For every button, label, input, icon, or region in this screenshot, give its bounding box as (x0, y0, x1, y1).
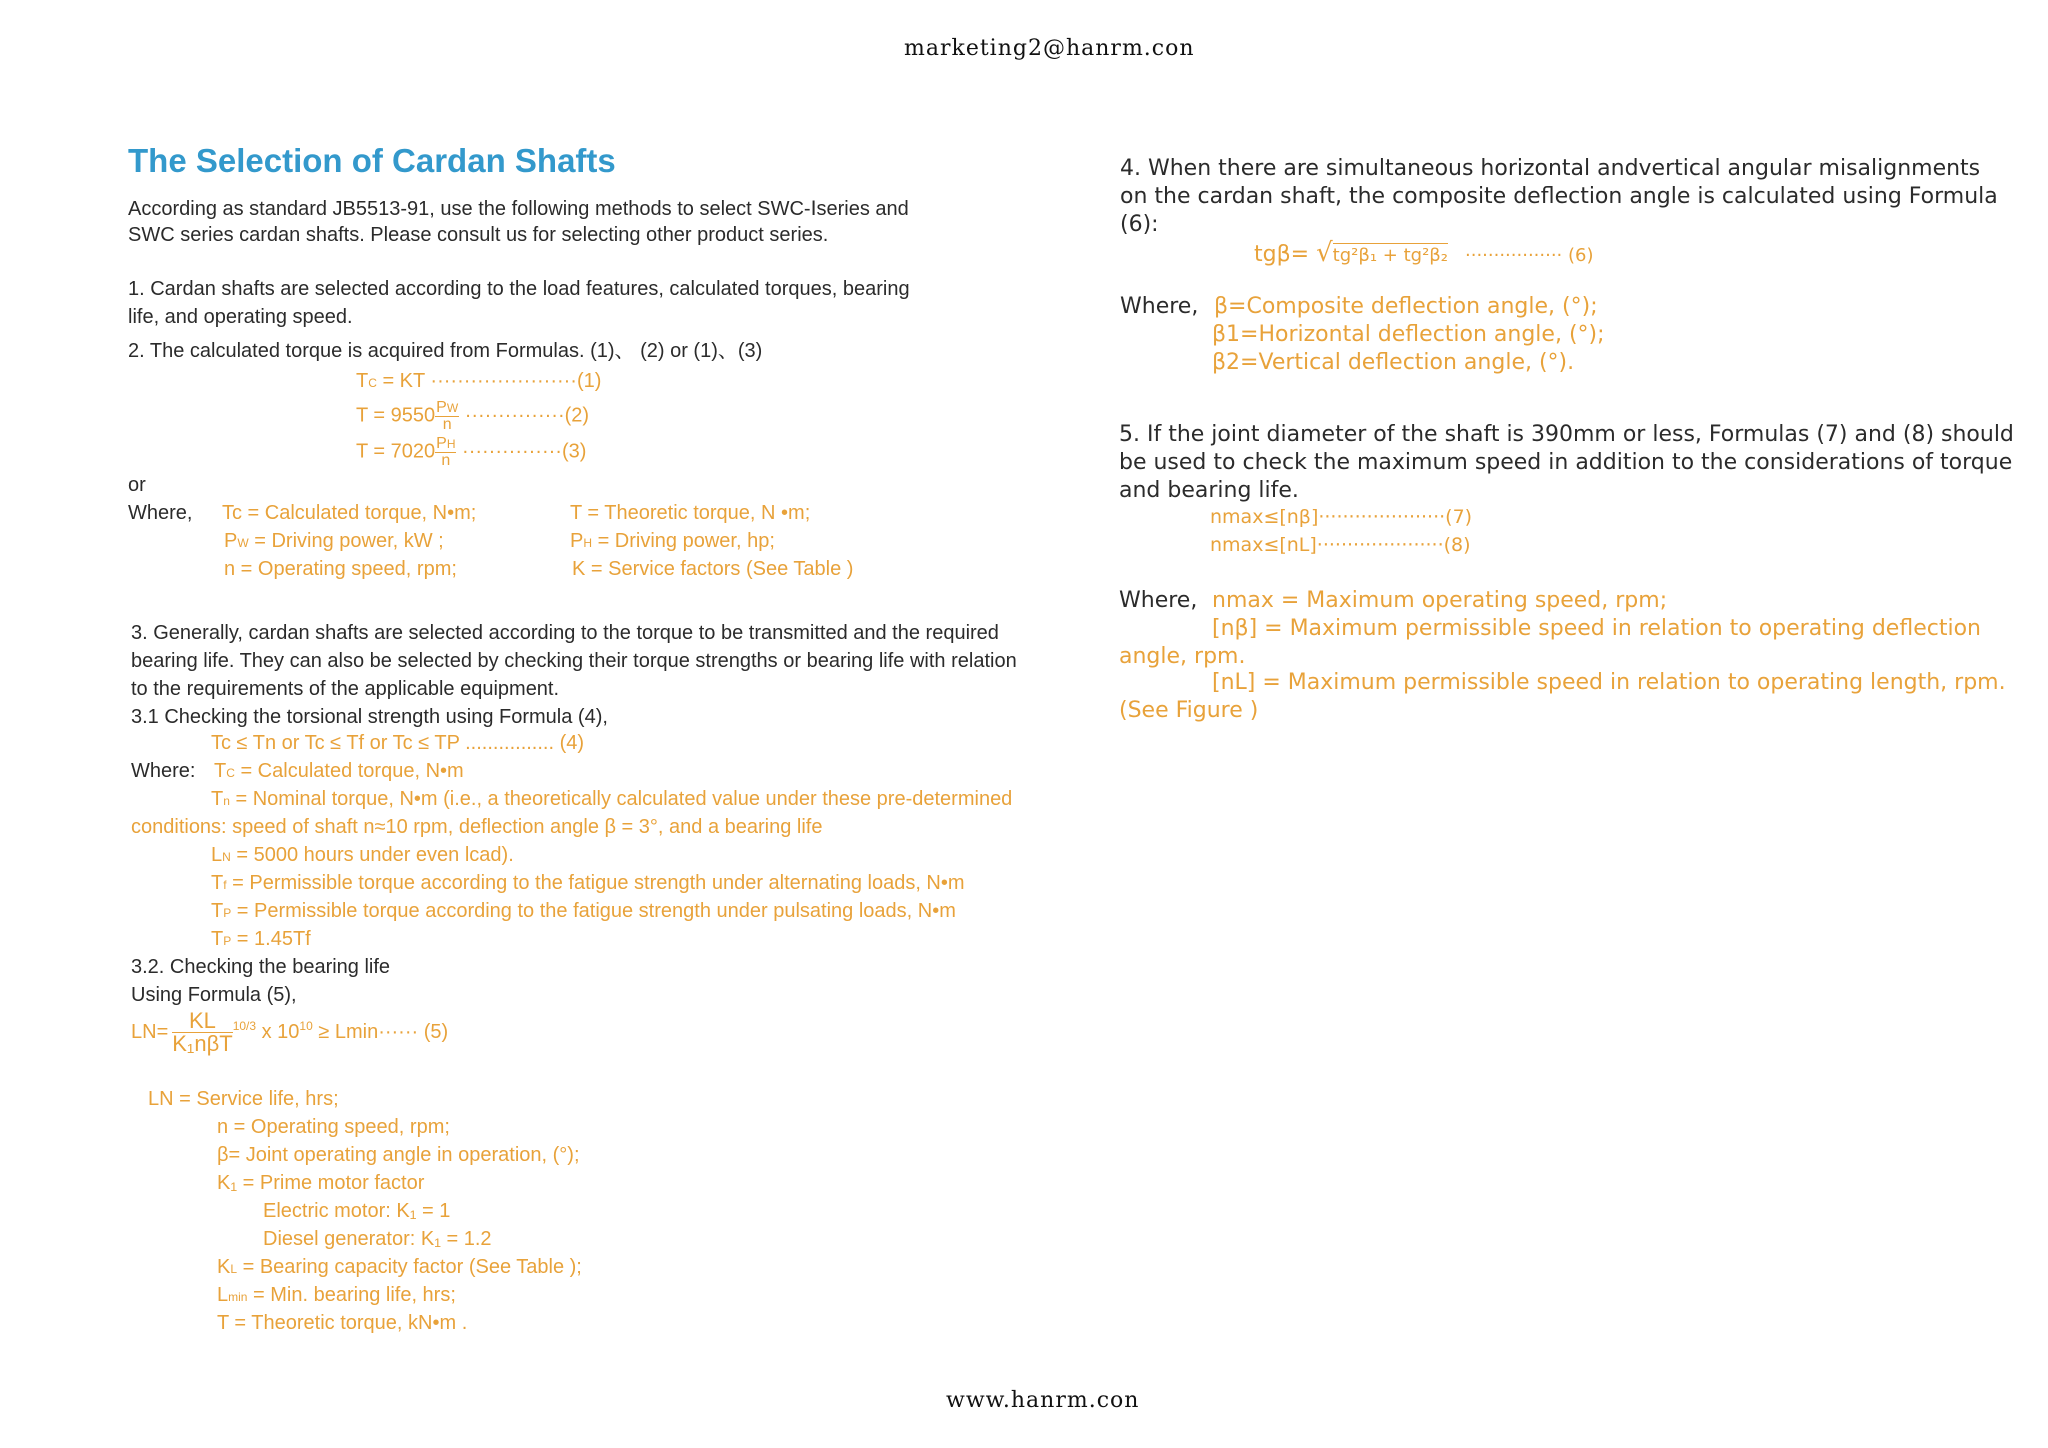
def-tn-cont: conditions: speed of shaft n≈10 rpm, deflection angle β = 3°, and a bearing life (131, 816, 823, 838)
intro-line-1: According as standard JB5513-91, use the following methods to select SWC-Ⅰseries and (128, 198, 909, 220)
para-4-line-3: (6): (1120, 212, 1159, 237)
where-label-right-2: Where, (1119, 588, 1198, 613)
formula-5: LN= $\frac{KL}{\text{K₁nβT}}$ $^{10/3}$ x $10^{10} \ge Lmin\cdot\cdot\cdot\cdot\cdot\cdot (5)$ (131, 1008, 449, 1056)
def-tp2: TP = 1.45Tf (211, 928, 311, 950)
def-k1: K₁ = Prime motor factor (217, 1172, 425, 1194)
para-3-line-1: 3. Generally, cardan shafts are selected according to the torque to be transmitted and the required (131, 622, 999, 644)
para-3-1: 3.1 Checking the torsional strength using Formula (4), (131, 706, 608, 728)
def-electric-motor: Electric motor: K₁ = 1 (263, 1200, 451, 1222)
def-tn: Tn = Nominal torque, N•m (i.e., a theoretically calculated value under these pre-determined (211, 788, 1013, 810)
header-email: marketing2@hanrm.con (904, 36, 1195, 61)
def-t2: T = Theoretic torque, kN•m . (217, 1312, 468, 1334)
para-3-line-2: bearing life. They can also be selected by checking their torque strengths or bearing life with relation (131, 650, 1017, 672)
para-2: 2. The calculated torque is acquired from Formulas. (1)、 (2) or (1)、(3) (128, 340, 763, 362)
def-beta-1: β1=Horizontal deflection angle, (°); (1212, 322, 1605, 347)
or-label: or (128, 474, 146, 496)
def-tp: TP = Permissible torque according to the fatigue strength under pulsating loads, N•m (211, 900, 956, 922)
intro-line-2: SWC series cardan shafts. Please consult us for selecting other product series. (128, 224, 829, 246)
where-label: Where, (128, 502, 193, 524)
para-5-line-1: 5. If the joint diameter of the shaft is 390mm or less, Formulas (7) and (8) should (1119, 422, 2014, 447)
para-1-line-2: life, and operating speed. (128, 306, 353, 328)
def-t: T = Theoretic torque, N •m; (570, 502, 811, 524)
para-3-2-b: Using Formula (5), (131, 984, 297, 1006)
def-n-beta-2: angle, rpm. (1119, 644, 1246, 669)
where-label-2: Where: (131, 760, 196, 782)
footer-website: www.hanrm.con (946, 1388, 1140, 1413)
def-n: n = Operating speed, rpm; (224, 558, 457, 580)
para-4-line-2: on the cardan shaft, the composite deflection angle is calculated using Formula (1120, 184, 1998, 209)
para-5-line-3: and bearing life. (1119, 478, 1299, 503)
def-n2: n = Operating speed, rpm; (217, 1116, 450, 1138)
formula-2: T = 9550 $\frac{PW}{n}$ ···············(2) (356, 399, 590, 433)
def-lmin: Lmin = Min. bearing life, hrs; (217, 1284, 456, 1306)
def-tc2: TC = Calculated torque, N•m (214, 760, 464, 782)
formula-7: nmax≤[nβ]·····················(7) (1210, 506, 1473, 528)
def-LN: LN = Service life, hrs; (148, 1088, 339, 1110)
def-k: K = Service factors (See Table ) (572, 558, 854, 580)
def-beta: β= Joint operating angle in operation, (°); (217, 1144, 580, 1166)
formula-1: TC = KT ······················(1) (356, 370, 602, 392)
def-n-l: [nL] = Maximum permissible speed in relation to operating length, rpm. (1212, 670, 2006, 695)
def-tc: Tc = Calculated torque, N•m; (222, 502, 477, 524)
page-title: The Selection of Cardan Shafts (128, 142, 616, 179)
para-4-line-1: 4. When there are simultaneous horizontal andvertical angular misalignments (1120, 156, 1981, 181)
def-n-beta-1: [nβ] = Maximum permissible speed in relation to operating deflection (1212, 616, 1981, 641)
def-nmax: nmax = Maximum operating speed, rpm; (1212, 588, 1668, 613)
para-3-line-3: to the requirements of the applicable equipment. (131, 678, 560, 700)
def-beta-composite: β=Composite deflection angle, (°); (1214, 294, 1598, 319)
where-label-right: Where, (1120, 294, 1199, 319)
def-beta-2: β2=Vertical deflection angle, (°). (1212, 350, 1575, 375)
def-ph: PH = Driving power, hp; (570, 530, 775, 552)
def-tf: Tf = Permissible torque according to the fatigue strength under alternating loads, N•m (211, 872, 965, 894)
def-pw: PW = Driving power, kW ; (224, 530, 444, 552)
def-kl: KL = Bearing capacity factor (See Table ); (217, 1256, 582, 1278)
formula-8: nmax≤[nL]·····················(8) (1210, 534, 1471, 556)
see-figure: (See Figure ) (1119, 698, 1259, 723)
para-5-line-2: be used to check the maximum speed in addition to the considerations of torque (1119, 450, 2013, 475)
formula-4: Tc ≤ Tn or Tc ≤ Tf or Tc ≤ TP ................ (4) (211, 732, 585, 754)
formula-3: T = 7020 $\frac{PH}{n}$ ···············(3) (356, 435, 587, 469)
def-diesel-generator: Diesel generator: K₁ = 1.2 (263, 1228, 492, 1250)
def-ln: LN = 5000 hours under even lcad). (211, 844, 514, 866)
para-3-2: 3.2. Checking the bearing life (131, 956, 391, 978)
formula-6: tgβ= √tg²β₁ + tg²β₂ ················· (6) (1254, 238, 1594, 268)
para-1-line-1: 1. Cardan shafts are selected according to the load features, calculated torques, bearing (128, 278, 910, 300)
